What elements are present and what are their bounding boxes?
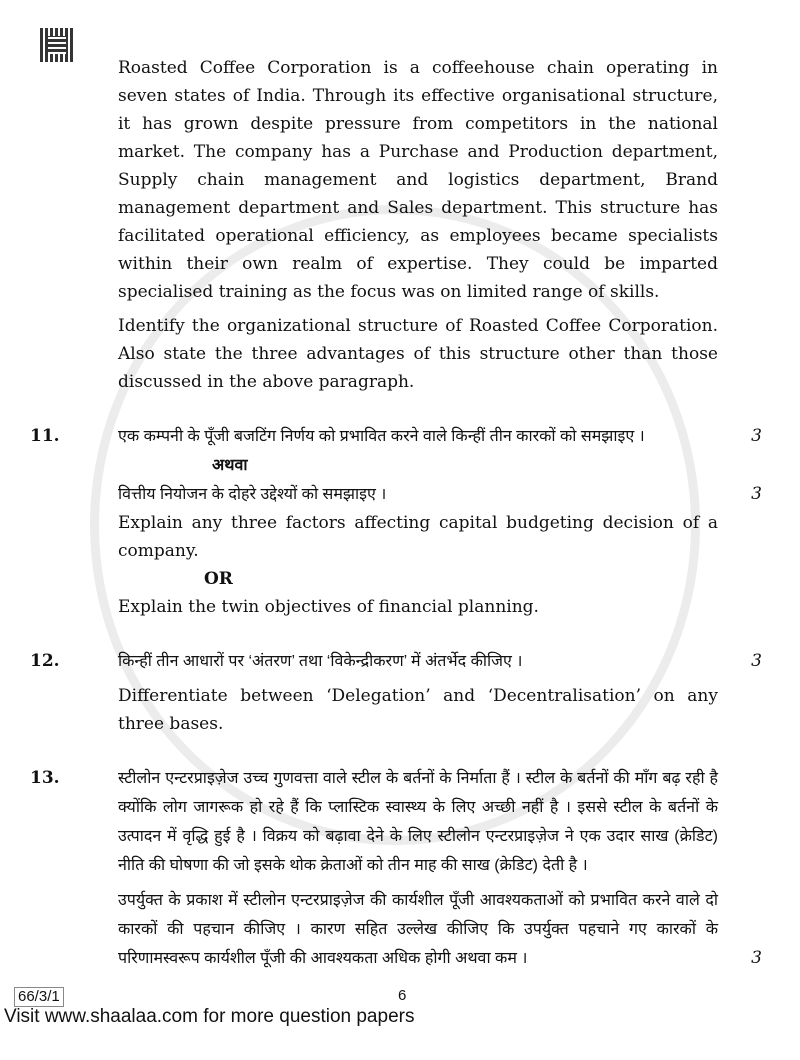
q11-marks: 3 bbox=[751, 426, 762, 446]
q12-marks: 3 bbox=[751, 651, 762, 671]
q11-or-english: OR bbox=[204, 569, 233, 589]
footer-promo: Visit www.shaalaa.com for more question papers bbox=[4, 1006, 415, 1027]
q13-hindi-passage: स्टीलोन एन्टरप्राइज़ेज उच्च गुणवत्ता वाले स्टील के बर्तनों के निर्माता हैं । स्टील के बर्तनों की माँग बढ़ रही है क्योंकि लोग जागरूक हो रहे हैं कि प्लास्टिक स्वास्थ्य के लिए अच्छी नहीं है । इससे स्टील के बर्तनों के उत्पादन में वृद्धि हुई है । विक्रय को बढ़ावा देने के लिए स्टीलोन एन्टरप्राइज़ेज ने एक उदार साख (क्रेडिट) नीति की घोषणा की जो इसके थोक क्रेताओं को तीन माह की साख (क्रेडिट) देती है । bbox=[118, 770, 718, 874]
q11-alt-hindi: वित्तीय नियोजन के दोहरे उद्देश्यों को समझाइए । bbox=[118, 486, 387, 503]
q11-alt-english: Explain the twin objectives of financial planning. bbox=[118, 597, 539, 617]
q11-or-hindi: अथवा bbox=[212, 457, 248, 474]
q13-hindi-question: उपर्युक्त के प्रकाश में स्टीलोन एन्टरप्राइज़ेज की कार्यशील पूँजी आवश्यकताओं को प्रभावित करने वाले दो कारकों की पहचान कीजिए । कारण सहित उल्लेख कीजिए कि उपर्युक्त पहचाने गए कारकों के परिणामस्वरूप कार्यशील पूँजी की आवश्यकता अधिक होगी अथवा कम । bbox=[118, 892, 718, 967]
q12-hindi: किन्हीं तीन आधारों पर ‘अंतरण’ तथा ‘विकेन्द्रीकरण’ में अंतर्भेद कीजिए । bbox=[118, 653, 523, 670]
case-passage: Roasted Coffee Corporation is a coffeehouse chain operating in seven states of India. Through its effective organisational structure, it has grown despite pressure from competitors in the national market. The company has a Purchase and Production department, Supply chain management and logistics department, Brand management department and Sales department. This structure has facilitated operational efficiency, as employees became specialists within their own realm of expertise. They could be imparted specialised training as the focus was on limited range of skills. bbox=[118, 58, 718, 302]
q13-marks: 3 bbox=[751, 948, 762, 968]
qr-code bbox=[40, 28, 74, 62]
page-footer bbox=[0, 987, 800, 1027]
page-number: 6 bbox=[398, 987, 407, 1004]
question-number-12: 12. bbox=[30, 651, 60, 671]
q11-alt-marks: 3 bbox=[751, 484, 762, 504]
q11-hindi: एक कम्पनी के पूँजी बजटिंग निर्णय को प्रभावित करने वाले किन्हीं तीन कारकों को समझाइए । bbox=[118, 428, 645, 445]
paper-code: 66/3/1 bbox=[14, 987, 64, 1007]
case-question: Identify the organizational structure of Roasted Coffee Corporation. Also state the three advantages of this structure other than those discussed in the above paragraph. bbox=[118, 316, 718, 392]
question-number-11: 11. bbox=[30, 426, 60, 446]
q12-english: Differentiate between ‘Delegation’ and ‘Decentralisation’ on any three bases. bbox=[118, 686, 718, 734]
question-number-13: 13. bbox=[30, 768, 60, 788]
q11-english: Explain any three factors affecting capital budgeting decision of a company. bbox=[118, 513, 718, 561]
